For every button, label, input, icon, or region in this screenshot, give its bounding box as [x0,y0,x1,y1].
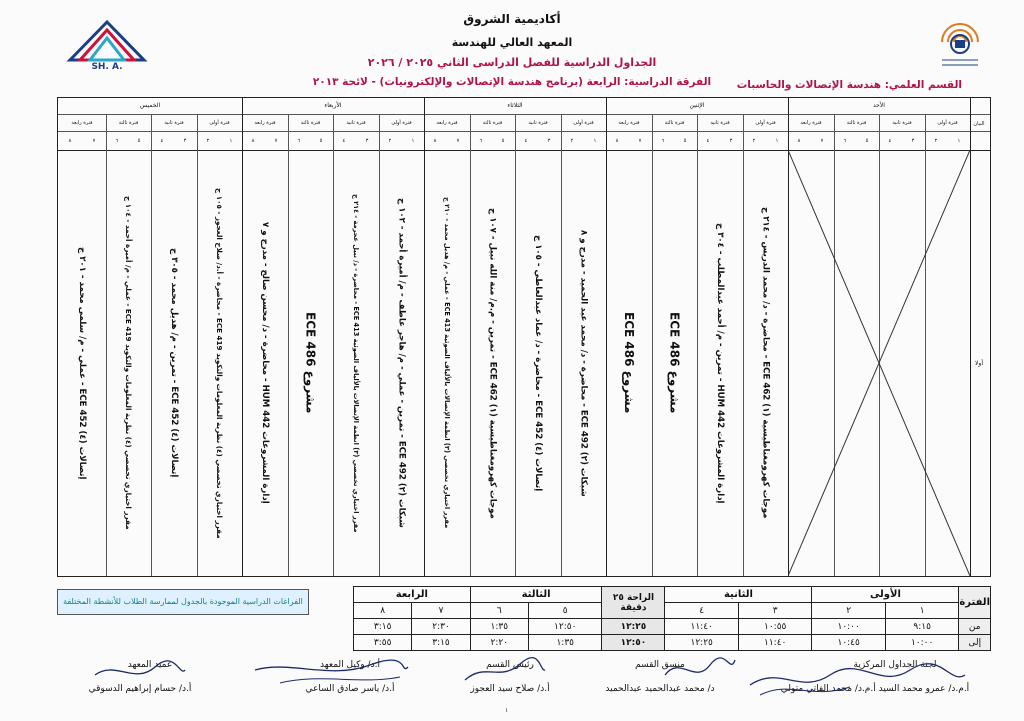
head-signature-icon [460,652,550,692]
course-text: إتصالات (٤) ECE 452 - عملي - م/ سلمى محمد - ٢٠١ ج [77,246,87,480]
course-text: موجات كهرومغناطيسية (١) ECE 462 - محاضرة - د/ محمد الدريس - ٢١٤ ج [760,207,771,519]
course-text: شبكات (٢) ECE 492 - تمرين - عملي - م/ هاجر عاطف - م/ أميرة أحمد - ١٠٢ ج [396,198,407,528]
period-number: ٣ [911,138,915,144]
period-header: فترة أولى [209,120,230,126]
weekly-schedule-grid [57,97,991,577]
course-text: إتصالات (٤) ECE 452 - تمرين - م/ هديل محمد - ٣٠٥ ج [169,248,179,478]
to-label: إلى [959,635,991,651]
period-header: فترة أولى [937,120,958,126]
academy-logo [62,18,152,78]
period-number: ١ [775,138,779,144]
period-header: فترة رابعة [436,120,458,126]
triangle-logo-icon [62,18,152,64]
period-header: فترة ثالثة [118,120,139,126]
group-third: الثالثة [470,587,602,603]
period-number: ٢ [934,138,938,144]
cell-thursday-p2 [151,154,197,572]
time-to: ١:٣٥ [528,635,601,651]
period-header: فترة ثالثة [300,120,321,126]
time-to: ١٢:٢٥ [665,635,738,651]
period-number: ٣ [183,138,187,144]
course-text: مقرر اختياري تخصصي (٣) انظمة الإتصالات بالألياف الضوئية ECE 413 - عملي - م/ هديل محمد - ٢١٠ ج [443,197,451,529]
day-header-tuesday: الثلاثاء [507,102,523,109]
period-number: ٥ [683,138,687,144]
cell-tuesday-p3 [470,154,515,572]
period-header: فترة ثالثة [846,120,867,126]
cell-thursday-p1 [197,154,242,572]
group-fourth: الرابعة [354,587,471,603]
dean-name: أ.د/ حسام إبراهيم الدسوقي [88,684,192,694]
period-header: فترة أولى [391,120,412,126]
vice-title: أ.د/ وكيل المعهد [320,660,380,670]
dean-title: عميد المعهد [127,660,173,670]
cell-tuesday-p1 [561,154,606,572]
period-number: ٥ [319,138,323,144]
cell-tuesday-p2 [515,154,561,572]
period-number: ٦ [297,138,301,144]
time-from: ١٠:٥٥ [738,619,811,635]
period-number: ٥ [137,138,141,144]
coordinator-name: د/ محمد عبدالحميد عبدالحميد [605,684,715,694]
period-number: ٣ [729,138,733,144]
period-number: ١ [411,138,415,144]
course-text: شبكات (٢) ECE 492 - محاضرة - د/ محمد عبد الحميد - مدرج و ٨ [578,229,589,497]
cell-wednesday-p3 [288,154,333,572]
head-name: أ.د/ صلاح سيد العجوز [470,684,550,694]
period-header: فترة ثانية [528,120,548,126]
cell-wednesday-p1 [379,154,424,572]
period-number: ٨ [68,138,72,144]
dean-signature-icon [90,655,190,690]
time-to: ١١:٤٠ [738,635,811,651]
department-logo [934,12,986,72]
slot-number: ٦ [470,603,528,619]
period-number: ٨ [615,138,619,144]
time-from: ١:٣٥ [470,619,528,635]
department-title: القسم العلمي: هندسة الإتصالات والحاسبات [736,79,962,91]
cell-wednesday-p2 [333,154,379,572]
period-number: ٨ [251,138,255,144]
course-text: مقرر اختياري تخصصي (٤) نظرية المعلومات والتكويد ECE 419 - محاضرة - أ.د/ صلاح العجوز - ١٠٥ ج [215,187,224,539]
slot-number: ٣ [738,603,811,619]
period-header: فترة أولى [573,120,594,126]
sunday-empty-cross [788,150,970,576]
logo-left-text: SH. A. [91,62,123,72]
coordinator-signature-icon [660,650,740,690]
period-number: ٦ [115,138,119,144]
break-from: ١٢:٢٥ [602,619,665,635]
period-number: ٧ [456,138,460,144]
time-to: ٣:١٥ [412,635,470,651]
period-number: ٨ [433,138,437,144]
day-header-sunday: الأحد [873,102,885,109]
period-number: ٤ [524,138,528,144]
period-header: فترة رابعة [254,120,276,126]
period-number: ٧ [638,138,642,144]
committee-title: لجنة الجداول المركزية [853,660,937,670]
period-header: فترة رابعة [618,120,640,126]
cell-monday-p1 [743,154,788,572]
period-number: ١ [229,138,233,144]
period-header: فترة ثانية [892,120,912,126]
cell-monday-p2 [697,154,743,572]
period-number: ٦ [843,138,847,144]
period-number: ١ [957,138,961,144]
period-number: ٥ [501,138,505,144]
coordinator-title: منسق القسم [635,660,685,670]
period-header: فترة ثالثة [482,120,503,126]
period-header: فترة أولى [755,120,776,126]
cell-thursday-p3 [106,154,151,572]
period-number: ٣ [547,138,551,144]
committee-signature-icon [740,655,970,705]
time-from: ٣:١٥ [354,619,412,635]
group-first: الأولى [812,587,959,603]
period-number: ٤ [342,138,346,144]
cell-monday-p4 [606,154,652,572]
institute-name: المعهد العالي للهندسة [451,36,573,49]
slot-number: ٧ [412,603,470,619]
course-text: موجات كهرومغناطيسية (١) ECE 462 - تمرين - م.م/ منة الله نبيل - ١٠٧ ج [487,207,498,519]
period-number: ٨ [797,138,801,144]
day-header-thursday: الخميس [139,102,161,109]
group-second: الثانية [665,587,812,603]
period-number: ٧ [92,138,96,144]
day-header-monday: الإثنين [689,102,705,109]
break-to: ١٢:٥٠ [602,635,665,651]
time-from: ٢:٣٠ [412,619,470,635]
time-from: ٩:١٥ [885,619,958,635]
activities-note: الفراغات الدراسية الموجودة بالجدول لممارسة الطلاب للأنشطة المختلفة [57,589,309,615]
cell-tuesday-p4 [424,154,470,572]
page-number: ١ [505,707,509,714]
period-number: ٣ [365,138,369,144]
cell-monday-p3 [652,154,697,572]
time-to: ١٠:٤٥ [812,635,885,651]
antenna-logo-icon [934,12,986,72]
period-header: فترة رابعة [71,120,93,126]
period-header: فترة رابعة [800,120,822,126]
statement-label: البيان [973,121,985,127]
period-header: فترة ثانية [164,120,184,126]
period-timetable [353,586,991,651]
head-title: رئيس القسم [486,660,534,670]
period-number: ٦ [661,138,665,144]
committee-names: أ.م.د/ عمرو محمد السيد أ.م.د/ محمد الفاتي متولي [780,684,970,694]
period-header: فترة ثالثة [664,120,685,126]
time-to: ٣:٥٥ [354,635,412,651]
cell-wednesday-p4 [242,154,288,572]
period-number: ٢ [752,138,756,144]
time-to: ٢:٢٠ [470,635,528,651]
schedule-title: الجداول الدراسية للفصل الدراسى الثاني ٢٠٢٥ / ٢٠٢٦ [367,56,657,69]
period-number: ٤ [706,138,710,144]
time-to: ١٠:٠٠ [885,635,958,651]
period-header: فترة ثانية [346,120,366,126]
course-text: إدارة المشروعات HUM 442 - تمرين - م/ أحمد عبدالمطلب - ٣٠٤ ج [715,222,725,504]
period-number: ٤ [160,138,164,144]
academy-name: أكاديمية الشروق [463,12,561,26]
time-from: ١٢:٥٠ [528,619,601,635]
course-text: إدارة المشروعات HUM 442 - محاضرة - د/ محسن صالح - مدرج و ٧ [260,222,270,504]
course-text: إتصالات (٤) ECE 452 - محاضرة - د/ عماد عبدالعاطي - ١٠٥ ج [533,234,543,492]
period-number: ٤ [888,138,892,144]
period-number: ٥ [865,138,869,144]
cell-thursday-p4 [58,154,106,572]
vice-name: أ.د/ ياسر صادق الساعي [305,684,395,694]
course-text: مقرر اختياري تخصصي (٣) انظمة الإتصالات بالألياف الضوئية ECE 413 - محاضرة - د/ نبيل عجرمة - ٢١٤ ج [352,193,360,533]
course-text: مشروع ECE 486 [667,312,682,414]
level-title: الفرقة الدراسية: الرابعة (برنامج هندسة الإتصالات والإلكترونيات) - لائحة ٢٠١٣ [312,76,712,88]
vice-signature-icon [250,655,410,690]
slot-number: ١ [885,603,958,619]
from-label: من [959,619,991,635]
course-text: مشروع ECE 486 [622,312,636,414]
break-label: الراحة ٢٥ دقيقة [602,587,665,619]
course-text: مشروع ECE 486 [303,312,318,414]
period-header-cell: الفترة [959,587,991,619]
period-header: فترة ثانية [710,120,730,126]
period-number: ٢ [206,138,210,144]
period-number: ١ [593,138,597,144]
time-from: ١٠:٠٠ [812,619,885,635]
day-header-wednesday: الأربعاء [324,102,342,109]
slot-number: ٨ [354,603,412,619]
period-number: ٢ [570,138,574,144]
slot-number: ٥ [528,603,601,619]
period-number: ٧ [274,138,278,144]
day-row-label: أولا [975,359,983,367]
slot-number: ٤ [665,603,738,619]
course-text: مقرر اختياري تخصصي (٤) نظرية المعلومات والتكويد ECE 419 - عملي - م/ أميرة أحمد - ١٠٤ ج [124,196,133,530]
period-number: ٧ [820,138,824,144]
slot-number: ٢ [812,603,885,619]
period-number: ٦ [479,138,483,144]
time-from: ١١:٤٠ [665,619,738,635]
period-number: ٢ [388,138,392,144]
